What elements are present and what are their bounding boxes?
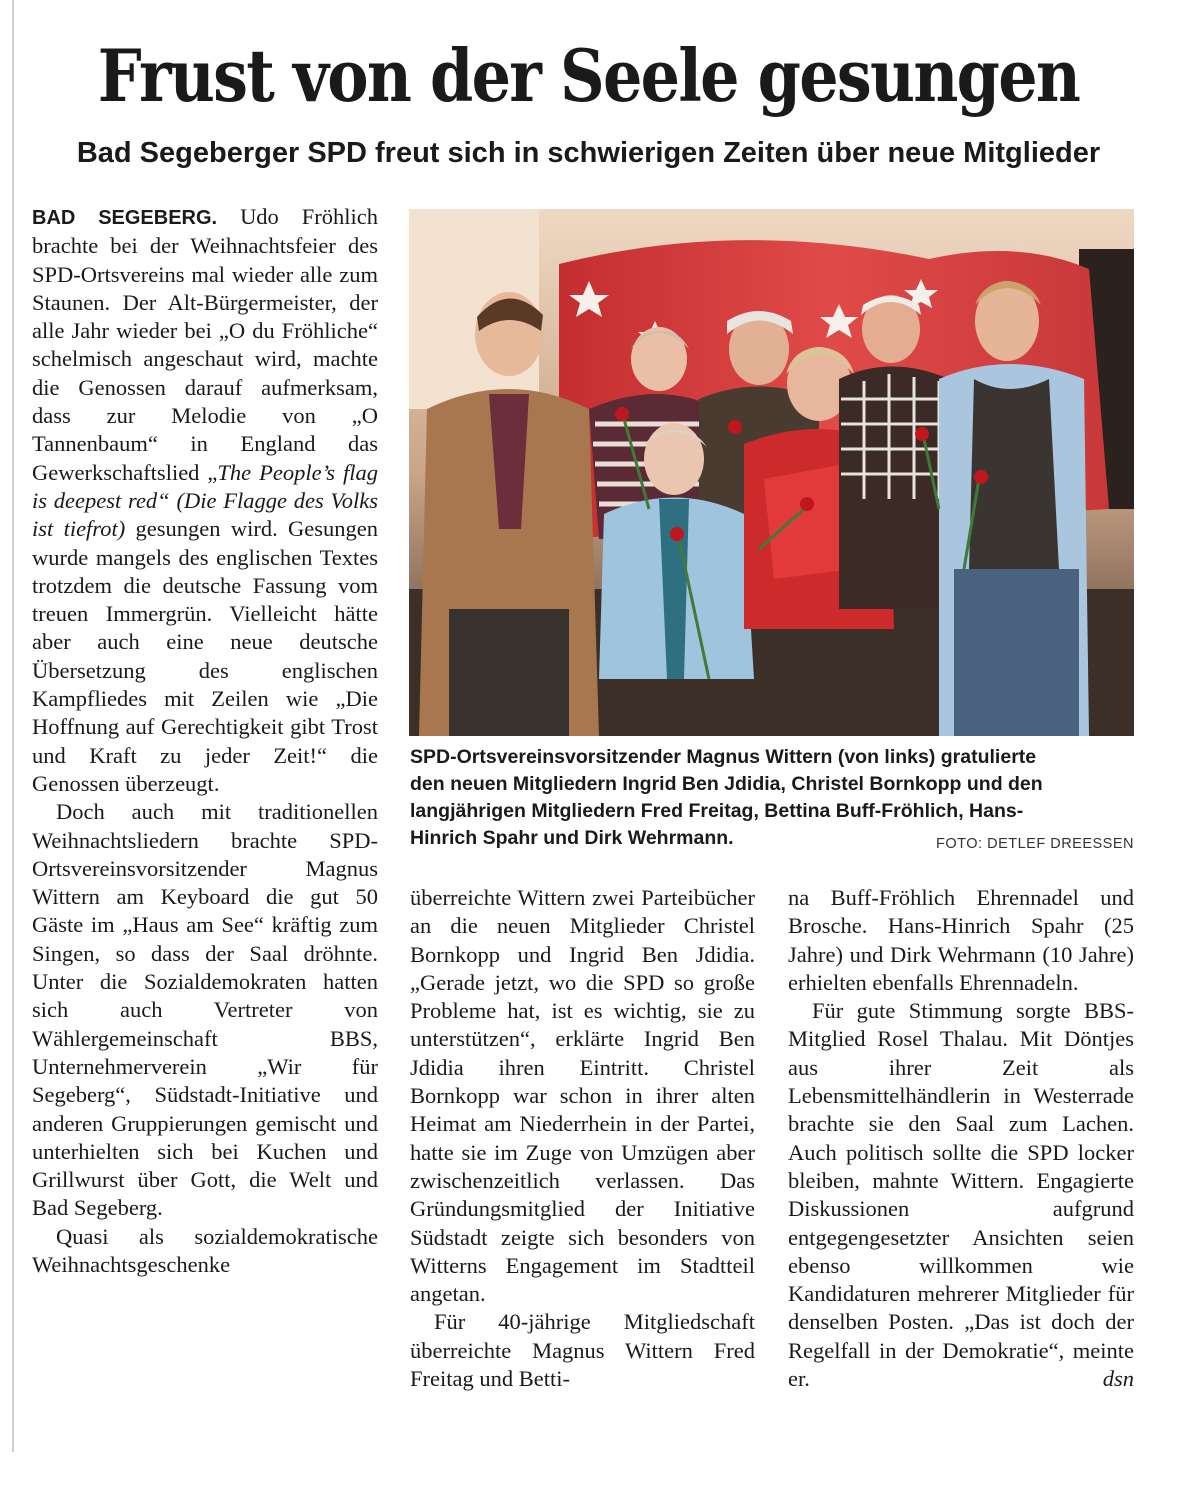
- caption-line: langjährigen Mitgliedern Fred Freitag, Bettina Buff-Fröhlich, Hans-: [410, 800, 1024, 822]
- song-title: The People’s flag is deepest red“ (Die Flagge des Volks ist tiefrot): [32, 459, 378, 542]
- body-text: gesungen wird. Gesungen wurde mangels des englischen Textes trotzdem die deutsche Fassung vom treuen Immergrün. Vielleicht hätte aber auch eine neue deutsche Übersetzung des englischen Kampfliedes mit Zeilen wie „Die Hoffnung auf Gerechtigkeit gibt Trost und Kraft zu jeder Zeit!“ die Genossen überzeugt.: [32, 516, 378, 796]
- paragraph: überreichte Wittern zwei Parteibücher an die neuen Mitglieder Christel Bornkopp und Ingrid Ben Jdidia. „Gerade jetzt, wo die SPD so große Probleme hat, ist es wichtig, sie zu unterstützen“, erklärte Ingrid Ben Jdidia ihren Eintritt. Christel Bornkopp war schon in ihrer alten Heimat am Niederrhein in der Partei, hatte sie im Zuge von Umzügen aber zwischenzeitlich verlassen. Das Gründungsmitglied der Initiative Südstadt zeigte sich besonders von Witterns Engagement im Stadtteil angetan.: [410, 885, 755, 1307]
- paragraph: Für 40-jährige Mitgliedschaft überreichte Magnus Wittern Fred Freitag und Betti-: [410, 1309, 755, 1392]
- body-text: Udo Fröhlich brachte bei der Weihnachtsfeier des SPD-Ortsvereins mal wieder alle zum Staunen. Der Alt-Bürgermeister, der alle Jahr wieder bei „O du Fröhliche“ schelmisch angeschaut wird, machte die Genossen darauf aufmerksam, dass zur Melodie von „O Tannenbaum“ in England das Gewerkschaftslied „: [32, 204, 378, 485]
- paragraph: [788, 997, 1134, 1393]
- caption-line: Hinrich Spahr und Dirk Wehrmann.: [410, 827, 734, 849]
- dateline: BAD SEGEBERG.: [32, 207, 218, 229]
- paragraph: [32, 203, 378, 798]
- author-signature: dsn: [1102, 1366, 1134, 1392]
- photo-credit: FOTO: DETLEF DREESSEN: [936, 836, 1134, 852]
- caption-line: den neuen Mitgliedern Ingrid Ben Jdidia, Christel Bornkopp und den: [410, 773, 1043, 795]
- caption-line: SPD-Ortsvereinsvorsitzender Magnus Wittern (von links) gratulierte: [410, 746, 1037, 768]
- paragraph: na Buff-Fröhlich Ehrennadel und Brosche. Hans-Hinrich Spahr (25 Jahre) und Dirk Wehrmann (10 Jahre) erhielten ebenfalls Ehrennadeln.: [788, 885, 1134, 995]
- article-column-3: [788, 884, 1134, 1393]
- headline: Frust von der Seele gesungen: [97, 33, 1080, 118]
- paragraph: Quasi als sozialdemokratische Weihnachtsgeschenke: [32, 1223, 378, 1277]
- page-edge-rule: [12, 0, 14, 1452]
- paragraph: Doch auch mit traditionellen Weihnachtsliedern brachte SPD-Ortsvereinsvorsitzender Magnus Wittern am Keyboard die gut 50 Gäste im „Haus am See“ kräftig zum Singen, so dass der Saal dröhnte. Unter die Sozialdemokraten hatten sich auch Vertreter von Wählergemeinschaft BBS, Unternehmerverein „Wir für Segeberg“, Südstadt-Initiative und anderen Gruppierungen gemischt und unterhielten sich bei Kuchen und Grillwurst über Gott, die Welt und Bad Segeberg.: [32, 799, 378, 1221]
- group-photo: [409, 209, 1134, 736]
- article-column-2: [410, 884, 755, 1393]
- body-text: Für gute Stimmung sorgte BBS-Mitglied Rosel Thalau. Mit Döntjes aus ihrer Zeit als Lebensmittelhändlerin in Westerrade brachte sie den Saal zum Lachen. Auch politisch sollte die SPD locker bleiben, mahnte Wittern. Engagierte Diskussionen aufgrund entgegengesetzter Ansichten seien ebenso willkommen wie Kandidaturen mehrerer Mitglieder für denselben Posten. „Das ist doch der Regelfall in der Demokratie“, meinte er.: [788, 998, 1134, 1392]
- subheadline: Bad Segeberger SPD freut sich in schwierigen Zeiten über neue Mitglieder: [76, 137, 1101, 169]
- article-column-1: [32, 203, 378, 1279]
